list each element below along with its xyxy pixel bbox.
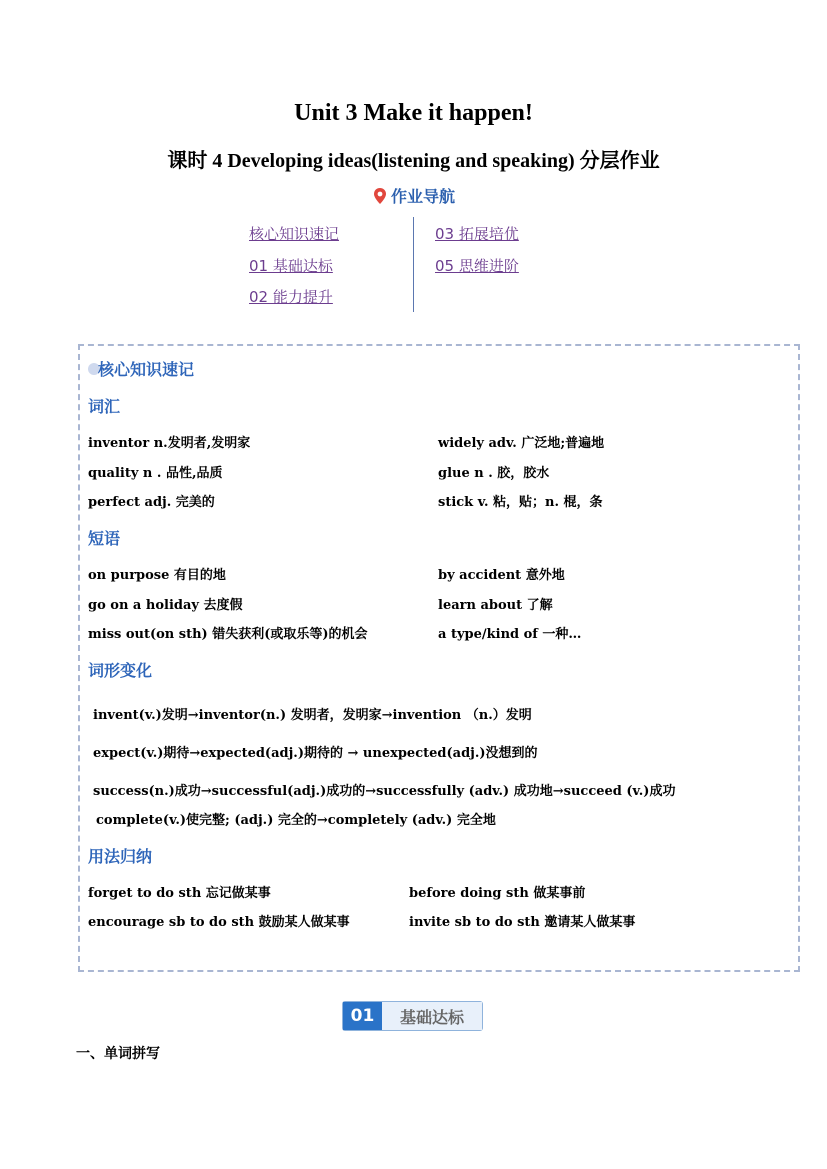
- usage-item: invite sb to do sth 邀请某人做某事: [409, 915, 636, 930]
- phrase-item: on purpose 有目的地: [88, 568, 226, 583]
- nav-link-05[interactable]: 05 思维进阶: [435, 257, 519, 275]
- usage-item: encourage sb to do sth 鼓励某人做某事: [88, 915, 350, 930]
- page-subtitle: 课时 4 Developing ideas(listening and speaking) 分层作业: [167, 150, 660, 172]
- phrase-item: miss out(on sth) 错失获利(或取乐等)的机会: [88, 627, 368, 642]
- vocab-item: widely adv. 广泛地;普遍地: [438, 436, 605, 451]
- nav-divider: [413, 217, 414, 312]
- nav-link-03[interactable]: 03 拓展培优: [435, 225, 519, 243]
- phrase-item: a type/kind of 一种…: [438, 627, 582, 642]
- nav-link-core[interactable]: 核心知识速记: [249, 225, 340, 243]
- wordform-line: expect(v.)期待→expected(adj.)期待的 → unexpected(adj.)没想到的: [93, 746, 538, 761]
- phrase-item: learn about 了解: [438, 598, 553, 613]
- wordforms-heading: 词形变化: [88, 661, 153, 680]
- wordform-line: complete(v.)使完整; (adj.) 完全的→completely (adv.) 完全地: [96, 813, 496, 828]
- phrases-heading: 短语: [88, 529, 121, 548]
- usage-heading: 用法归纳: [88, 847, 153, 866]
- phrase-item: by accident 意外地: [438, 568, 565, 583]
- wordform-line: success(n.)成功→successful(adj.)成功的→successfully (adv.) 成功地→succeed (v.)成功: [93, 784, 676, 799]
- vocab-item: quality n . 品性,品质: [88, 466, 223, 481]
- usage-item: forget to do sth 忘记做某事: [88, 886, 271, 901]
- section-badge-number: 01: [343, 1002, 382, 1030]
- nav-link-02[interactable]: 02 能力提升: [249, 288, 333, 306]
- vocab-heading: 词汇: [88, 397, 121, 416]
- core-knowledge-heading: 核心知识速记: [88, 357, 194, 380]
- nav-header: [0, 184, 827, 209]
- nav-header-label: 作业导航: [390, 187, 455, 206]
- section-badge-label: 基础达标: [382, 1002, 482, 1030]
- vocab-item: perfect adj. 完美的: [88, 495, 215, 510]
- wordform-line: invent(v.)发明→inventor(n.) 发明者，发明家→invention （n.）发明: [93, 708, 532, 723]
- nav-link-01[interactable]: 01 基础达标: [249, 257, 333, 275]
- phrase-item: go on a holiday 去度假: [88, 598, 243, 613]
- section-badge-01: [342, 1001, 483, 1031]
- vocab-item: stick v. 粘，贴；n. 棍，条: [438, 495, 603, 510]
- vocab-item: glue n . 胶，胶水: [438, 466, 550, 481]
- vocab-item: inventor n.发明者,发明家: [88, 436, 251, 451]
- map-pin-icon: [372, 187, 388, 205]
- usage-item: before doing sth 做某事前: [409, 886, 586, 901]
- subsection-heading: 一、单词拼写: [76, 1046, 160, 1062]
- page-title: Unit 3 Make it happen!: [294, 100, 533, 126]
